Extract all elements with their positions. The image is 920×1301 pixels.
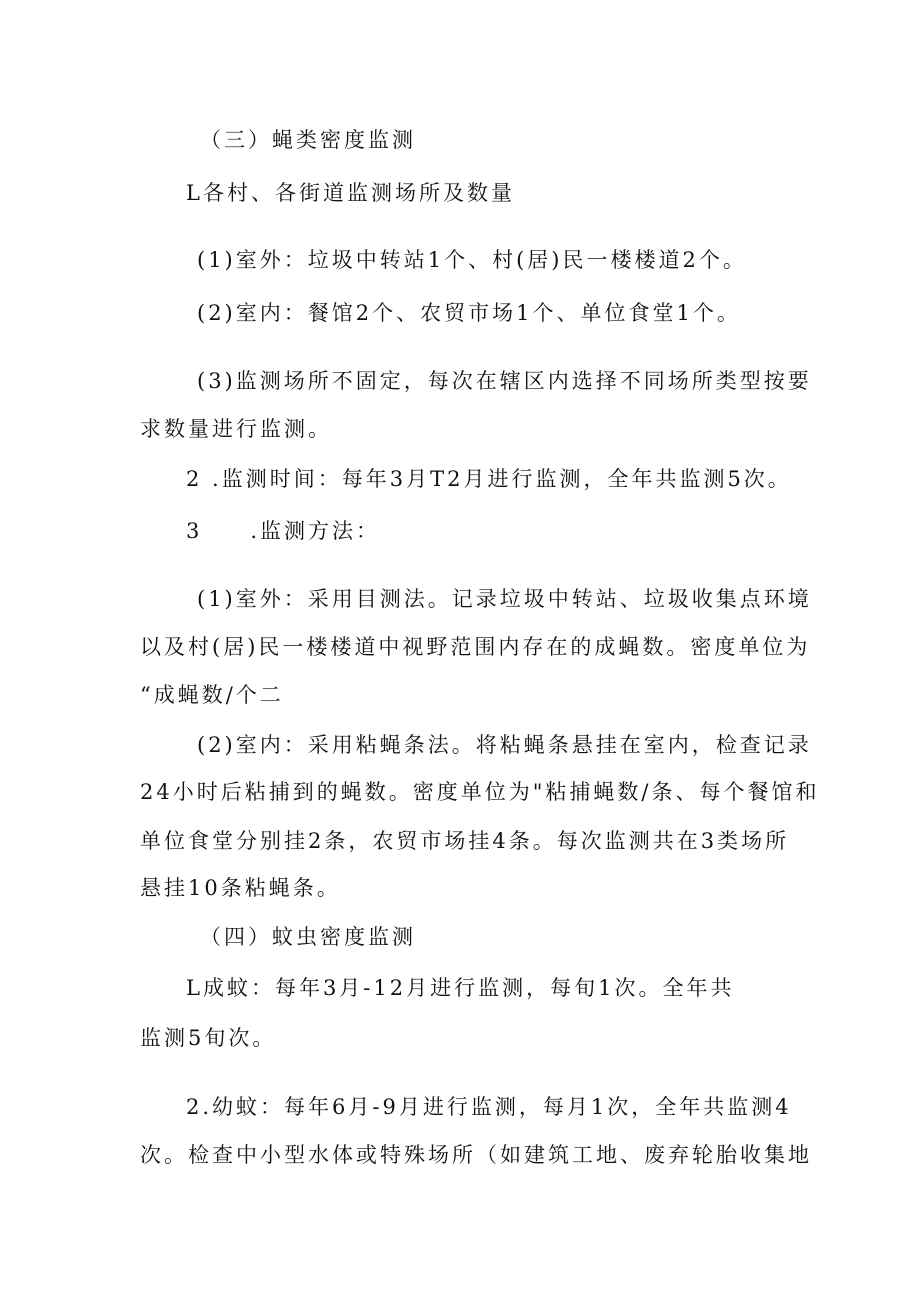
paragraph-monitoring-time: 2 .监测时间：每年3月T2月进行监测，全年共监测5次。 xyxy=(186,467,792,491)
subheading-monitoring-sites: L各村、各街道监测场所及数量 xyxy=(186,181,515,205)
paragraph-outdoor-method: (1)室外：采用目测法。记录垃圾中转站、垃圾收集点环境 xyxy=(197,587,812,611)
paragraph-outdoor-method-unit: “成蝇数/个二 xyxy=(140,683,284,707)
paragraph-indoor-sites: (2)室内：餐馆2个、农贸市场1个、单位食堂1个。 xyxy=(197,301,741,325)
paragraph-outdoor-sites: (1)室外：垃圾中转站1个、村(居)民一楼楼道2个。 xyxy=(197,248,747,272)
paragraph-indoor-method-cont-2: 单位食堂分别挂2条，农贸市场挂4条。每次监测共在3类场所 xyxy=(140,829,790,853)
paragraph-adult-mosquito: L成蚊：每年3月-12月进行监测，每旬1次。全年共 xyxy=(186,976,735,1000)
paragraph-outdoor-method-cont: 以及村(居)民一楼楼道中视野范围内存在的成蝇数。密度单位为 xyxy=(140,635,811,659)
paragraph-larval-mosquito: 2.幼蚊：每年6月-9月进行监测，每月1次，全年共监测4 xyxy=(186,1095,792,1119)
paragraph-indoor-method: (2)室内：采用粘蝇条法。将粘蝇条悬挂在室内，检查记录 xyxy=(197,733,812,757)
section-heading-mosquito-density: （四）蚊虫密度监测 xyxy=(200,925,416,949)
subheading-monitoring-method: 3 .监测方法： xyxy=(186,519,381,543)
paragraph-adult-mosquito-cont: 监测5旬次。 xyxy=(140,1026,277,1050)
section-heading-fly-density: （三）蝇类密度监测 xyxy=(200,128,416,152)
paragraph-indoor-method-cont: 24小时后粘捕到的蝇数。密度单位为"粘捕蝇数/条、每个餐馆和 xyxy=(140,780,820,804)
paragraph-larval-mosquito-cont: 次。检查中小型水体或特殊场所（如建筑工地、废弃轮胎收集地 xyxy=(140,1143,812,1167)
paragraph-indoor-method-cont-3: 悬挂10条粘蝇条。 xyxy=(140,876,341,900)
paragraph-site-selection: (3)监测场所不固定，每次在辖区内选择不同场所类型按要 xyxy=(197,369,812,393)
paragraph-site-selection-cont: 求数量进行监测。 xyxy=(140,417,332,441)
